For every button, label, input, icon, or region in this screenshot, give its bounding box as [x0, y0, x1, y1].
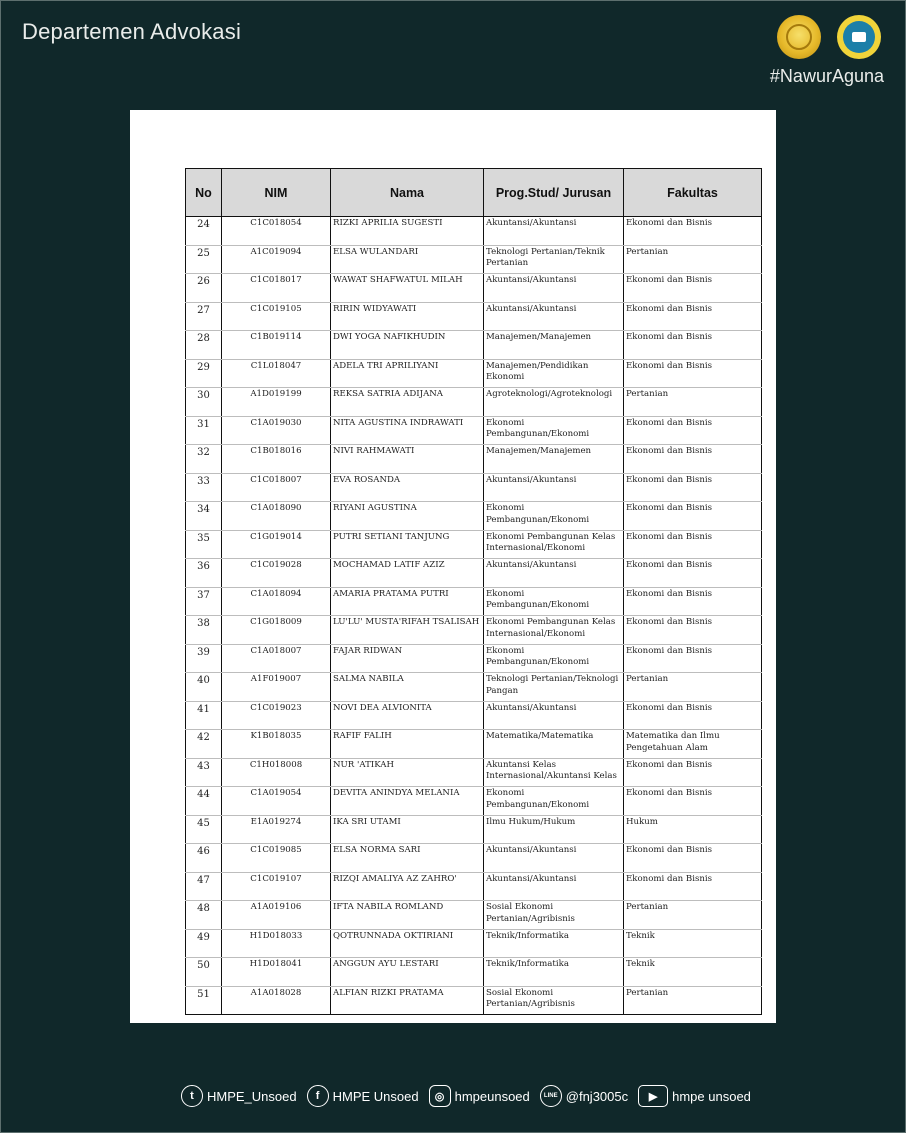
row-faculty: Ekonomi dan Bisnis [624, 787, 762, 816]
table-row [186, 473, 762, 502]
row-faculty: Ekonomi dan Bisnis [624, 701, 762, 730]
row-nim: C1C019085 [222, 844, 331, 873]
row-nim: A1A018028 [222, 986, 331, 1015]
table-row [186, 416, 762, 445]
youtube-icon: ▶ [638, 1085, 668, 1107]
table-row [186, 644, 762, 673]
row-program: Teknik/Informatika [484, 958, 624, 987]
row-number: 33 [186, 473, 222, 502]
row-faculty: Ekonomi dan Bisnis [624, 502, 762, 531]
row-program: Ekonomi Pembangunan Kelas Internasional/Ekonomi [484, 530, 624, 559]
facebook-icon: f [307, 1085, 329, 1107]
row-program: Teknik/Informatika [484, 929, 624, 958]
row-program: Akuntansi/Akuntansi [484, 217, 624, 246]
table-row [186, 616, 762, 645]
row-name: MOCHAMAD LATIF AZIZ [331, 559, 484, 588]
row-faculty: Ekonomi dan Bisnis [624, 530, 762, 559]
row-faculty: Teknik [624, 958, 762, 987]
row-name: IKA SRI UTAMI [331, 815, 484, 844]
row-faculty: Ekonomi dan Bisnis [624, 217, 762, 246]
row-program: Akuntansi/Akuntansi [484, 701, 624, 730]
row-number: 46 [186, 844, 222, 873]
table-row [186, 730, 762, 759]
row-nim: H1D018041 [222, 958, 331, 987]
youtube-link[interactable] [638, 1085, 751, 1107]
row-nim: A1A019106 [222, 901, 331, 930]
table-row [186, 217, 762, 246]
row-nim: C1G018009 [222, 616, 331, 645]
row-number: 47 [186, 872, 222, 901]
row-faculty: Ekonomi dan Bisnis [624, 331, 762, 360]
instagram-link[interactable] [429, 1085, 530, 1107]
row-faculty: Ekonomi dan Bisnis [624, 559, 762, 588]
row-program: Akuntansi/Akuntansi [484, 844, 624, 873]
header-no: No [186, 169, 222, 217]
row-number: 51 [186, 986, 222, 1015]
social-label: hmpeunsoed [454, 1088, 530, 1104]
social-label: HMPE_Unsoed [207, 1088, 297, 1104]
row-name: RIZQI AMALIYA AZ ZAHRO' [331, 872, 484, 901]
row-faculty: Ekonomi dan Bisnis [624, 644, 762, 673]
row-program: Sosial Ekonomi Pertanian/Agribisnis [484, 986, 624, 1015]
row-faculty: Ekonomi dan Bisnis [624, 473, 762, 502]
row-number: 49 [186, 929, 222, 958]
row-nim: C1C019105 [222, 302, 331, 331]
row-program: Matematika/Matematika [484, 730, 624, 759]
row-name: NITA AGUSTINA INDRAWATI [331, 416, 484, 445]
row-nim: A1F019007 [222, 673, 331, 702]
row-program: Akuntansi/Akuntansi [484, 872, 624, 901]
table-row [186, 530, 762, 559]
table-row [186, 958, 762, 987]
row-program: Ekonomi Pembangunan/Ekonomi [484, 787, 624, 816]
row-nim: C1B019114 [222, 331, 331, 360]
table-row [186, 245, 762, 274]
row-number: 26 [186, 274, 222, 303]
row-name: LU'LU' MUSTA'RIFAH TSALISAH [331, 616, 484, 645]
table-row [186, 359, 762, 388]
row-number: 42 [186, 730, 222, 759]
row-number: 31 [186, 416, 222, 445]
row-number: 44 [186, 787, 222, 816]
row-name: ANGGUN AYU LESTARI [331, 958, 484, 987]
row-name: SALMA NABILA [331, 673, 484, 702]
university-seal-logo [777, 15, 821, 59]
row-program: Akuntansi/Akuntansi [484, 473, 624, 502]
row-number: 28 [186, 331, 222, 360]
row-program: Manajemen/Manajemen [484, 331, 624, 360]
row-nim: C1C019028 [222, 559, 331, 588]
row-program: Sosial Ekonomi Pertanian/Agribisnis [484, 901, 624, 930]
row-name: RAFIF FALIH [331, 730, 484, 759]
instagram-icon: ◎ [429, 1085, 451, 1107]
table-row [186, 302, 762, 331]
row-faculty: Ekonomi dan Bisnis [624, 758, 762, 787]
table-row [186, 701, 762, 730]
row-name: AMARIA PRATAMA PUTRI [331, 587, 484, 616]
row-nim: C1B018016 [222, 445, 331, 474]
row-name: IFTA NABILA ROMLAND [331, 901, 484, 930]
row-program: Akuntansi/Akuntansi [484, 559, 624, 588]
line-link[interactable] [540, 1085, 628, 1107]
row-faculty: Matematika dan Ilmu Pengetahuan Alam [624, 730, 762, 759]
row-nim: C1C019107 [222, 872, 331, 901]
table-row [186, 758, 762, 787]
row-program: Teknologi Pertanian/Teknologi Pangan [484, 673, 624, 702]
row-number: 30 [186, 388, 222, 417]
table-header-row [186, 169, 762, 217]
row-program: Agroteknologi/Agroteknologi [484, 388, 624, 417]
row-nim: C1C018054 [222, 217, 331, 246]
twitter-icon: t [181, 1085, 203, 1107]
row-name: NUR 'ATIKAH [331, 758, 484, 787]
row-number: 38 [186, 616, 222, 645]
row-name: WAWAT SHAFWATUL MILAH [331, 274, 484, 303]
row-number: 27 [186, 302, 222, 331]
row-nim: C1A018094 [222, 587, 331, 616]
social-footer [181, 1083, 761, 1109]
header-nama: Nama [331, 169, 484, 217]
row-program: Akuntansi/Akuntansi [484, 274, 624, 303]
row-nim: E1A019274 [222, 815, 331, 844]
row-name: RIYANI AGUSTINA [331, 502, 484, 531]
row-nim: C1A018090 [222, 502, 331, 531]
row-program: Teknologi Pertanian/Teknik Pertanian [484, 245, 624, 274]
table-row [186, 815, 762, 844]
row-nim: C1A019030 [222, 416, 331, 445]
row-name: ELSA NORMA SARI [331, 844, 484, 873]
row-program: Akuntansi Kelas Internasional/Akuntansi Kelas [484, 758, 624, 787]
row-nim: C1A018007 [222, 644, 331, 673]
row-nim: H1D018033 [222, 929, 331, 958]
header-program-study: Prog.Stud/ Jurusan [484, 169, 624, 217]
row-faculty: Hukum [624, 815, 762, 844]
row-number: 35 [186, 530, 222, 559]
hashtag: #NawurAguna [769, 66, 884, 86]
row-faculty: Ekonomi dan Bisnis [624, 359, 762, 388]
row-name: PUTRI SETIANI TANJUNG [331, 530, 484, 559]
row-name: ELSA WULANDARI [331, 245, 484, 274]
row-faculty: Ekonomi dan Bisnis [624, 616, 762, 645]
row-number: 43 [186, 758, 222, 787]
row-nim: A1C019094 [222, 245, 331, 274]
row-faculty: Ekonomi dan Bisnis [624, 416, 762, 445]
header-faculty: Fakultas [624, 169, 762, 217]
department-title: Departemen Advokasi [22, 19, 242, 44]
row-faculty: Pertanian [624, 986, 762, 1015]
row-faculty: Ekonomi dan Bisnis [624, 872, 762, 901]
row-number: 37 [186, 587, 222, 616]
row-program: Ekonomi Pembangunan Kelas Internasional/Ekonomi [484, 616, 624, 645]
row-number: 40 [186, 673, 222, 702]
row-name: ADELA TRI APRILIYANI [331, 359, 484, 388]
row-program: Ekonomi Pembangunan/Ekonomi [484, 587, 624, 616]
table-row [186, 445, 762, 474]
row-number: 36 [186, 559, 222, 588]
table-row [186, 901, 762, 930]
row-name: RIRIN WIDYAWATI [331, 302, 484, 331]
row-name: NOVI DEA ALVIONITA [331, 701, 484, 730]
row-nim: C1C019023 [222, 701, 331, 730]
row-name: REKSA SATRIA ADIJANA [331, 388, 484, 417]
header-nim: NIM [222, 169, 331, 217]
row-name: RIZKI APRILIA SUGESTI [331, 217, 484, 246]
row-faculty: Pertanian [624, 388, 762, 417]
table-row [186, 331, 762, 360]
row-faculty: Ekonomi dan Bisnis [624, 844, 762, 873]
row-nim: K1B018035 [222, 730, 331, 759]
table-body [186, 217, 762, 1015]
row-nim: C1H018008 [222, 758, 331, 787]
social-label: HMPE Unsoed [332, 1088, 419, 1104]
row-number: 41 [186, 701, 222, 730]
student-table [185, 168, 762, 1015]
row-program: Akuntansi/Akuntansi [484, 302, 624, 331]
row-faculty: Ekonomi dan Bisnis [624, 587, 762, 616]
table-row [186, 559, 762, 588]
row-program: Ekonomi Pembangunan/Ekonomi [484, 502, 624, 531]
row-faculty: Pertanian [624, 245, 762, 274]
social-label: hmpe unsoed [672, 1088, 751, 1104]
row-number: 39 [186, 644, 222, 673]
table-row [186, 929, 762, 958]
table-row [186, 274, 762, 303]
row-nim: C1C018017 [222, 274, 331, 303]
row-program: Ilmu Hukum/Hukum [484, 815, 624, 844]
table-row [186, 502, 762, 531]
row-name: NIVI RAHMAWATI [331, 445, 484, 474]
organization-logo [837, 15, 881, 59]
row-faculty: Ekonomi dan Bisnis [624, 445, 762, 474]
table-row [186, 787, 762, 816]
row-program: Manajemen/Manajemen [484, 445, 624, 474]
facebook-link[interactable] [307, 1085, 419, 1107]
row-name: EVA ROSANDA [331, 473, 484, 502]
row-number: 50 [186, 958, 222, 987]
row-faculty: Pertanian [624, 901, 762, 930]
row-number: 29 [186, 359, 222, 388]
table-row [186, 587, 762, 616]
row-program: Manajemen/Pendidikan Ekonomi [484, 359, 624, 388]
row-program: Ekonomi Pembangunan/Ekonomi [484, 416, 624, 445]
row-number: 48 [186, 901, 222, 930]
row-faculty: Teknik [624, 929, 762, 958]
twitter-link[interactable] [181, 1085, 297, 1107]
row-name: DEVITA ANINDYA MELANIA [331, 787, 484, 816]
table-row [186, 388, 762, 417]
row-number: 32 [186, 445, 222, 474]
row-number: 45 [186, 815, 222, 844]
table-row [186, 872, 762, 901]
row-name: DWI YOGA NAFIKHUDIN [331, 331, 484, 360]
social-label: @fnj3005c [565, 1088, 629, 1104]
table-row [186, 986, 762, 1015]
row-program: Ekonomi Pembangunan/Ekonomi [484, 644, 624, 673]
row-faculty: Ekonomi dan Bisnis [624, 274, 762, 303]
row-nim: C1L018047 [222, 359, 331, 388]
row-faculty: Pertanian [624, 673, 762, 702]
row-number: 25 [186, 245, 222, 274]
row-name: FAJAR RIDWAN [331, 644, 484, 673]
row-number: 24 [186, 217, 222, 246]
row-name: QOTRUNNADA OKTIRIANI [331, 929, 484, 958]
line-icon: LINE [540, 1085, 562, 1107]
row-name: ALFIAN RIZKI PRATAMA [331, 986, 484, 1015]
row-nim: C1A019054 [222, 787, 331, 816]
row-nim: A1D019199 [222, 388, 331, 417]
document-page [130, 110, 776, 1023]
row-nim: C1G019014 [222, 530, 331, 559]
row-nim: C1C018007 [222, 473, 331, 502]
row-faculty: Ekonomi dan Bisnis [624, 302, 762, 331]
table-row [186, 844, 762, 873]
table-row [186, 673, 762, 702]
row-number: 34 [186, 502, 222, 531]
